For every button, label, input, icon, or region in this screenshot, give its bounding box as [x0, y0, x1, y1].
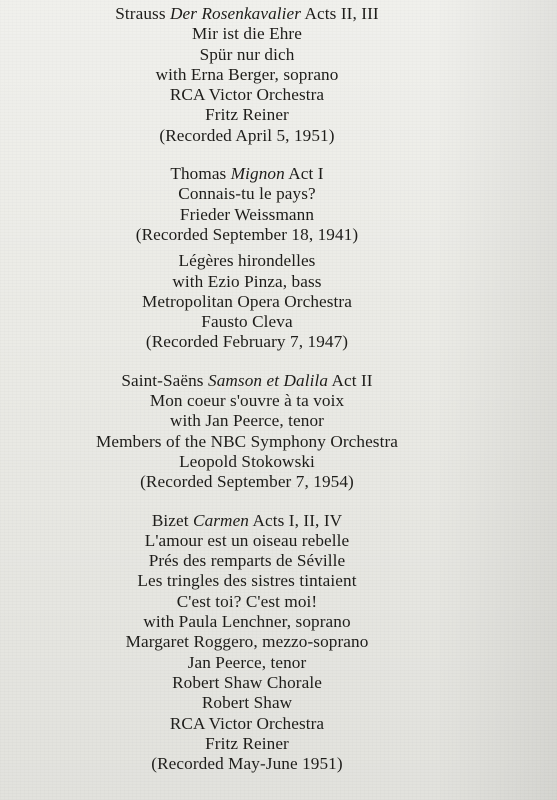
acts-label: Acts I, II, IV — [252, 510, 343, 530]
recording-date: (Recorded May-June 1951) — [151, 754, 343, 774]
orchestra-credit: RCA Victor Orchestra — [169, 713, 325, 733]
composer-name: Thomas — [170, 164, 227, 184]
conductor-credit: Fritz Reiner — [205, 105, 289, 125]
conductor-credit: Fritz Reiner — [205, 733, 289, 753]
track-section-legeres-hirondelles — [0, 251, 494, 352]
recording-date: (Recorded September 7, 1954) — [140, 472, 354, 492]
conductor-credit: Fausto Cleva — [201, 312, 293, 332]
conductor-credit: Frieder Weissmann — [179, 204, 315, 224]
liner-notes-text — [0, 4, 494, 774]
aria-title: Mon coeur s'ouvre à ta voix — [149, 391, 345, 411]
acts-label: Act II — [331, 370, 373, 390]
orchestra-credit: RCA Victor Orchestra — [169, 85, 325, 105]
work-title: Samson et Dalila — [208, 370, 329, 390]
section-heading — [0, 371, 494, 391]
section-heading — [0, 164, 494, 184]
orchestra-credit: Members of the NBC Symphony Orchestra — [95, 431, 399, 451]
acts-label: Acts II, III — [304, 4, 379, 23]
work-title: Carmen — [193, 510, 249, 530]
performer-credit: with Ezio Pinza, bass — [172, 271, 322, 291]
aria-title: C'est toi? C'est moi! — [176, 591, 318, 611]
composer-name: Strauss — [115, 4, 166, 23]
composer-name: Bizet — [151, 510, 189, 530]
aria-title: Spür nur dich — [199, 44, 295, 64]
recording-date: (Recorded April 5, 1951) — [159, 125, 335, 145]
work-title: Mignon — [230, 164, 285, 184]
track-section-rosenkavalier — [0, 4, 494, 146]
track-section-carmen — [0, 511, 494, 775]
aria-title: Connais-tu le pays? — [178, 184, 316, 204]
acts-label: Act I — [288, 164, 324, 184]
recording-date: (Recorded February 7, 1947) — [145, 332, 349, 352]
orchestra-credit: Metropolitan Opera Orchestra — [142, 291, 352, 311]
chorus-master-credit: Robert Shaw — [201, 693, 293, 713]
composer-name: Saint-Saëns — [121, 370, 204, 390]
section-heading — [0, 511, 494, 531]
track-section-mignon — [0, 164, 494, 245]
track-section-samson-et-dalila — [0, 371, 494, 493]
conductor-credit: Leopold Stokowski — [179, 451, 315, 471]
performer-credit: with Paula Lenchner, soprano — [143, 612, 351, 632]
chorus-credit: Robert Shaw Chorale — [172, 672, 322, 692]
aria-title: Prés des remparts de Séville — [148, 551, 346, 571]
performer-credit: with Jan Peerce, tenor — [170, 411, 324, 431]
aria-title: Mir ist die Ehre — [192, 24, 302, 44]
performer-credit: Margaret Roggero, mezzo-soprano — [125, 632, 369, 652]
performer-credit: with Erna Berger, soprano — [155, 64, 339, 84]
performer-credit: Jan Peerce, tenor — [187, 652, 307, 672]
aria-title: L'amour est un oiseau rebelle — [144, 530, 350, 550]
section-heading — [0, 4, 494, 24]
aria-title: Les tringles des sistres tintaient — [137, 571, 357, 591]
aria-title: Légères hirondelles — [178, 251, 316, 271]
recording-date: (Recorded September 18, 1941) — [135, 224, 359, 244]
work-title: Der Rosenkavalier — [170, 4, 302, 23]
